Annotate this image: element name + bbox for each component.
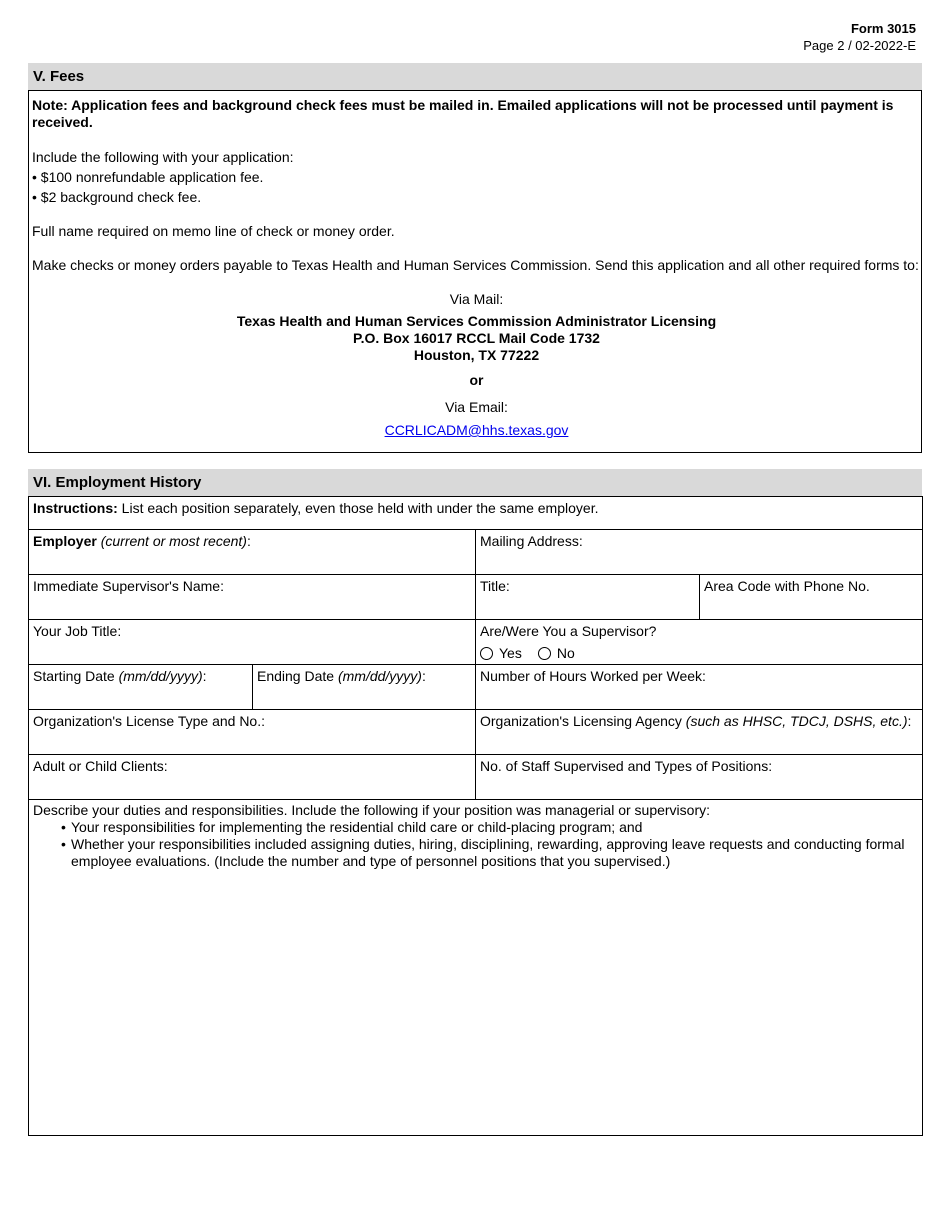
or-separator: or <box>469 372 484 388</box>
form-number: Form 3015 <box>850 21 916 36</box>
fee-item-application: • $100 nonrefundable application fee. <box>32 169 264 185</box>
license-label: Organization's License Type and No.: <box>33 713 265 729</box>
memo-line-text: Full name required on memo line of check or money order. <box>32 223 395 239</box>
supervisor-name-label: Immediate Supervisor's Name: <box>33 578 224 594</box>
employer-field[interactable] <box>29 530 476 575</box>
duties-description-field[interactable] <box>29 800 923 1136</box>
address-line2: P.O. Box 16017 RCCL Mail Code 1732 <box>353 330 600 346</box>
instructions-text: List each position separately, even those held with under the same employer. <box>117 500 599 516</box>
employer-label: Employer <box>33 533 97 549</box>
licensing-agency-colon: : <box>907 713 912 729</box>
address-line3: Houston, TX 77222 <box>413 347 540 363</box>
title-label: Title: <box>480 578 510 594</box>
fees-box <box>28 90 922 453</box>
via-mail-label: Via Mail: <box>449 291 504 307</box>
via-email-label: Via Email: <box>445 399 508 415</box>
licensing-agency-field[interactable] <box>476 710 923 755</box>
starting-date-label: Starting Date <box>33 668 119 684</box>
employer-colon: : <box>246 533 251 549</box>
fees-note: Note: Application fees and background check fees must be mailed in. Emailed applications will not be processed until payment is received. <box>32 97 894 130</box>
include-intro: Include the following with your application: <box>32 149 294 165</box>
mailing-address-block <box>32 313 921 364</box>
form-header <box>803 20 916 54</box>
mailing-address-field[interactable] <box>476 530 923 575</box>
fees-section <box>28 63 922 453</box>
starting-date-field[interactable] <box>29 665 253 710</box>
clients-field[interactable] <box>29 755 476 800</box>
fees-title: V. Fees <box>28 63 922 90</box>
employment-table <box>28 496 923 1136</box>
staff-supervised-label: No. of Staff Supervised and Types of Positions: <box>480 758 773 774</box>
fee-item-background: • $2 background check fee. <box>32 189 202 205</box>
supervisor-question-cell <box>476 620 923 665</box>
ending-date-colon: : <box>421 668 426 684</box>
yes-radio[interactable] <box>480 647 493 660</box>
duties-intro: Describe your duties and responsibilities. Include the following if your position was managerial or supervisory: <box>33 802 711 818</box>
payable-text: Make checks or money orders payable to Texas Health and Human Services Commission. Send this application and all other required forms to: <box>32 257 919 273</box>
hours-field[interactable] <box>476 665 923 710</box>
ending-date-label: Ending Date <box>257 668 338 684</box>
supervisor-question-label: Are/Were You a Supervisor? <box>480 623 657 639</box>
staff-supervised-field[interactable] <box>476 755 923 800</box>
job-title-label: Your Job Title: <box>33 623 122 639</box>
no-radio[interactable] <box>538 647 551 660</box>
no-label: No <box>556 645 575 661</box>
starting-date-colon: : <box>202 668 207 684</box>
licensing-agency-hint: (such as HHSC, TDCJ, DSHS, etc.) <box>685 713 908 729</box>
instructions-cell <box>29 497 923 530</box>
employment-section <box>28 469 922 1136</box>
duties-item: • Your responsibilities for implementing the residential child care or child-placing program; and <box>61 819 918 836</box>
ending-date-hint: (mm/dd/yyyy) <box>337 668 422 684</box>
page-info: Page 2 / 02-2022-E <box>803 38 916 53</box>
employer-hint: (current or most recent) <box>100 533 247 549</box>
yes-label: Yes <box>499 645 522 661</box>
clients-label: Adult or Child Clients: <box>33 758 168 774</box>
job-title-field[interactable] <box>29 620 476 665</box>
duties-item: • Whether your responsibilities included assigning duties, hiring, disciplining, rewarding, approving leave requests and conducting formal employee evaluations. (Include the number and type of personnel positions that you supervised.) <box>61 836 918 870</box>
hours-label: Number of Hours Worked per Week: <box>480 668 706 684</box>
email-link[interactable]: CCRLICADM@hhs.texas.gov <box>384 422 569 438</box>
ending-date-field[interactable] <box>253 665 476 710</box>
mailing-address-label: Mailing Address: <box>480 533 583 549</box>
license-field[interactable] <box>29 710 476 755</box>
instructions-label: Instructions: <box>33 500 118 516</box>
supervisor-name-field[interactable] <box>29 575 476 620</box>
title-field[interactable] <box>476 575 700 620</box>
phone-field[interactable] <box>700 575 923 620</box>
phone-label: Area Code with Phone No. <box>704 578 870 594</box>
address-line1: Texas Health and Human Services Commission Administrator Licensing <box>236 313 717 329</box>
licensing-agency-label: Organization's Licensing Agency <box>480 713 686 729</box>
employment-title: VI. Employment History <box>28 469 922 496</box>
starting-date-hint: (mm/dd/yyyy) <box>118 668 203 684</box>
